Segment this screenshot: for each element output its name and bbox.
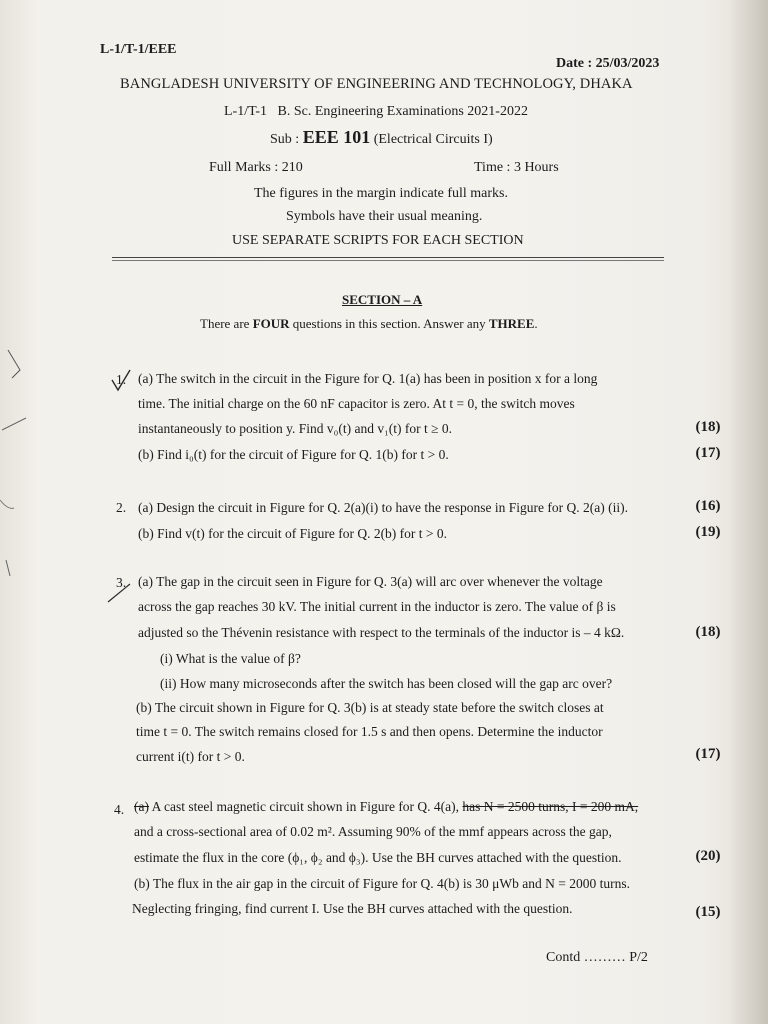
q3a-line1: (a) The gap in the circuit seen in Figure for Q. 3(a) will arc over whenever the voltage (138, 574, 603, 589)
q1b-line1: (b) Find i₀(t) for the circuit of Figure for Q. 1(b) for t > 0. (138, 447, 449, 462)
header-divider (112, 257, 664, 258)
tick-mark-icon (110, 368, 132, 396)
section-instruction (200, 316, 538, 332)
q4a-line1 (134, 799, 638, 815)
q4b-line2: Neglecting fringing, find current I. Use the BH curves attached with the question. (132, 901, 573, 916)
exam-date: Date : 25/03/2023 (556, 56, 660, 71)
instruction-mid: questions in this section. Answer any (292, 316, 486, 331)
note-marks: The figures in the margin indicate full marks. (254, 186, 509, 201)
subject-prefix: Sub : (270, 132, 300, 147)
page-edge-shadow (728, 0, 768, 1024)
q2a-line1: (a) Design the circuit in Figure for Q. 2(a)(i) to have the response in Figure for Q. 2(a) (ii). (138, 500, 628, 515)
pen-mark-icon (104, 580, 134, 606)
q1a-marks: (18) (695, 419, 721, 435)
subject-name: (Electrical Circuits I) (373, 132, 493, 147)
header-divider-2 (112, 260, 664, 261)
q2b-line1: (b) Find v(t) for the circuit of Figure for Q. 2(b) for t > 0. (138, 526, 448, 541)
q1a-line3: instantaneously to position y. Find v₀(t) and v₁(t) for t ≥ 0. (138, 421, 453, 436)
q4b-line1: (b) The flux in the air gap in the circuit of Figure for Q. 4(b) is 30 μWb and N = 2000 turns. (134, 876, 630, 891)
q3b-line2: time t = 0. The switch remains closed for 1.5 s and then opens. Determine the inductor (136, 724, 603, 739)
university-name: BANGLADESH UNIVERSITY OF ENGINEERING AND TECHNOLOGY, DHAKA (120, 76, 633, 92)
q4a-struck-text: has N = 2500 turns, I = 200 mA, (462, 799, 639, 814)
q1a-line2: time. The initial charge on the 60 nF capacitor is zero. At t = 0, the switch moves (138, 396, 575, 411)
q2a-marks: (16) (695, 498, 721, 514)
time-allowed: Time : 3 Hours (474, 160, 559, 175)
full-marks: Full Marks : 210 (209, 160, 303, 175)
exam-title (224, 104, 528, 120)
q1a-line1: (a) The switch in the circuit in the Figure for Q. 1(a) has been in position x for a long (138, 371, 598, 386)
instruction-four: FOUR (252, 316, 290, 331)
exam-level: L-1/T-1 (224, 104, 268, 119)
course-code: L-1/T-1/EEE (100, 42, 177, 57)
q3a-line3: adjusted so the Thévenin resistance with respect to the terminals of the inductor is – 4 kΩ. (138, 625, 625, 640)
q2b-marks: (19) (695, 524, 721, 540)
exam-name: B. Sc. Engineering Examinations 2021-2022 (277, 104, 528, 119)
note-symbols: Symbols have their usual meaning. (286, 209, 483, 224)
subject-line (270, 127, 493, 148)
instruction-three: THREE (488, 316, 535, 331)
q4b-marks: (15) (695, 904, 721, 920)
q1-number: 1. (116, 372, 127, 387)
q4a-label: (a) (134, 799, 149, 814)
q3b-marks: (17) (695, 746, 721, 762)
q3a-line2: across the gap reaches 30 kV. The initial current in the inductor is zero. The value of β is (138, 599, 616, 614)
q4a-line3: estimate the flux in the core (ϕ₁, ϕ₂ and ϕ₃). Use the BH curves attached with the question. (134, 850, 622, 865)
q3a-sub-ii: (ii) How many microseconds after the switch has been closed will the gap arc over? (160, 676, 613, 691)
q3b-line1: (b) The circuit shown in Figure for Q. 3(b) is at steady state before the switch closes at (136, 700, 604, 715)
q3a-marks: (18) (695, 624, 721, 640)
continued-note: Contd ……… P/2 (546, 950, 648, 965)
q4a-line1-text: A cast steel magnetic circuit shown in Figure for Q. 4(a), (151, 799, 460, 814)
q2-number: 2. (116, 500, 127, 515)
q3b-line3: current i(t) for t > 0. (136, 749, 245, 764)
subject-code: EEE 101 (302, 127, 371, 147)
instruction-end: . (534, 316, 538, 331)
note-scripts: USE SEPARATE SCRIPTS FOR EACH SECTION (232, 233, 524, 248)
section-title: SECTION – A (342, 292, 423, 307)
instruction-pre: There are (200, 316, 250, 331)
margin-scribble-icon (0, 340, 40, 580)
q4a-line2: and a cross-sectional area of 0.02 m². Assuming 90% of the mmf appears across the gap, (134, 824, 612, 839)
q4a-marks: (20) (695, 848, 721, 864)
q4-number: 4. (114, 802, 125, 817)
q1b-marks: (17) (695, 445, 721, 461)
q3a-sub-i: (i) What is the value of β? (160, 651, 301, 666)
q3-number: 3. (116, 575, 127, 590)
